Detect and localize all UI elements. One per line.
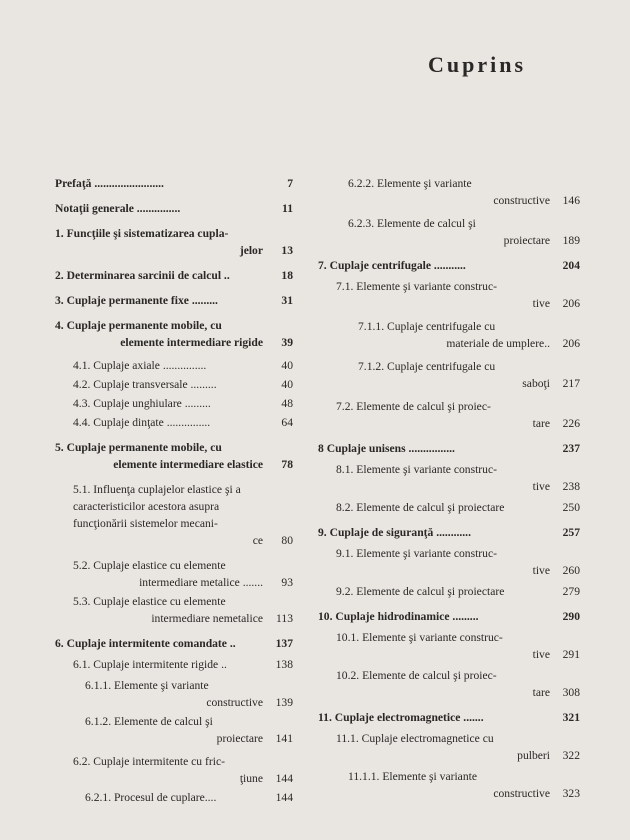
toc-entry	[318, 257, 580, 274]
toc-entry-title-line: 6.1.1. Elemente şi variante	[85, 679, 209, 692]
toc-entry-page: 226	[562, 417, 580, 430]
toc-entry	[55, 713, 293, 747]
toc-entry-page: 40	[281, 359, 293, 372]
toc-entry-title-line: 1. Funcţiile şi sistematizarea cupla-	[55, 227, 229, 240]
toc-entry-page: 291	[562, 648, 580, 661]
toc-entry-page: 206	[562, 297, 580, 310]
toc-entry-title-line: caracteristicilor acestora asupra	[73, 500, 220, 513]
toc-entry-title-line: 6.1. Cuplaje intermitente rigide ..	[73, 658, 227, 671]
toc-entry-title-line: funcţionării sistemelor mecani-	[73, 517, 218, 530]
toc-entry-page: 64	[281, 416, 293, 429]
toc-entry-page: 40	[281, 378, 293, 391]
toc-entry-title-line: 5. Cuplaje permanente mobile, cu	[55, 441, 222, 454]
toc-entry-page: 290	[562, 610, 580, 623]
toc-entry-page: 323	[562, 787, 580, 800]
toc-entry-title-line: proiectare	[216, 732, 263, 745]
toc-entry	[318, 768, 580, 802]
toc-entry-page: 78	[281, 458, 293, 471]
toc-entry-title-line: constructive	[493, 787, 550, 800]
toc-entry	[55, 753, 293, 787]
toc-entry-page: 113	[276, 612, 293, 625]
page-title: Cuprins	[428, 52, 527, 77]
toc-entry-title-line: 4.1. Cuplaje axiale ...............	[73, 359, 207, 372]
toc-entry	[55, 789, 293, 806]
toc-entry-page: 189	[562, 234, 580, 247]
toc-entry-page: 138	[275, 658, 293, 671]
toc-entry-page: 18	[281, 269, 293, 282]
toc-entry	[318, 524, 580, 541]
toc-entry	[318, 461, 580, 495]
toc-entry-title-line: tare	[532, 686, 550, 699]
toc-entry	[318, 583, 580, 600]
toc-entry	[55, 439, 293, 473]
toc-entry-page: 139	[275, 696, 293, 709]
toc-entry-title-line: 7.1.2. Cuplaje centrifugale cu	[358, 360, 496, 373]
toc-entry-page: 146	[562, 194, 580, 207]
toc-entry-page: 238	[562, 480, 580, 493]
toc-entry	[55, 317, 293, 351]
toc-entry-title-line: 8.1. Elemente şi variante construc-	[336, 463, 497, 476]
toc-entry-title-line: 6.2. Cuplaje intermitente cu fric-	[73, 755, 225, 768]
toc-entry-title-line: 10. Cuplaje hidrodinamice .........	[318, 610, 479, 623]
toc-entry-title-line: 6.1.2. Elemente de calcul şi	[85, 715, 213, 728]
toc-entry-title-line: intermediare nemetalice	[151, 612, 263, 625]
toc-entry-title-line: 10.1. Elemente şi variante construc-	[336, 631, 503, 644]
toc-entry-title-line: 6.2.3. Elemente de calcul şi	[348, 217, 476, 230]
toc-entry	[55, 357, 293, 374]
toc-entry-title-line: 10.2. Elemente de calcul şi proiec-	[336, 669, 497, 682]
toc-entry	[318, 215, 580, 249]
toc-entry-title-line: 5.1. Influenţa cuplajelor elastice şi a	[73, 483, 241, 496]
toc-entry-page: 257	[562, 526, 580, 539]
toc-entry	[318, 318, 580, 352]
toc-entry-title-line: pulberi	[517, 749, 550, 762]
toc-entry-page: 80	[281, 534, 293, 547]
toc-entry	[55, 267, 293, 284]
toc-entry-page: 144	[275, 791, 293, 804]
toc-entry-page: 13	[281, 244, 293, 257]
toc-entry-title-line: tive	[532, 297, 550, 310]
toc-entry-title-line: 7.1. Elemente şi variante construc-	[336, 280, 497, 293]
toc-entry-title-line: 5.3. Cuplaje elastice cu elemente	[73, 595, 226, 608]
toc-entry	[318, 175, 580, 209]
toc-entry-page: 144	[275, 772, 293, 785]
toc-entry-title-line: tive	[532, 480, 550, 493]
toc-entry-title-line: intermediare metalice .......	[139, 576, 263, 589]
toc-entry-page: 11	[282, 202, 293, 215]
toc-entry	[55, 481, 293, 549]
toc-entry-title-line: 5.2. Cuplaje elastice cu elemente	[73, 559, 226, 572]
toc-entry-title-line: 8.2. Elemente de calcul şi proiectare	[336, 501, 505, 514]
toc-entry-title-line: 6.2.1. Procesul de cuplare....	[85, 791, 217, 804]
toc-entry	[318, 629, 580, 663]
toc-entry	[55, 225, 293, 259]
toc-entry	[55, 376, 293, 393]
toc-entry	[55, 414, 293, 431]
toc-entry-title-line: 8 Cuplaje unisens ................	[318, 442, 455, 455]
toc-entry-title-line: 7. Cuplaje centrifugale ...........	[318, 259, 466, 272]
toc-entry	[318, 608, 580, 625]
toc-entry-title-line: 4.3. Cuplaje unghiulare .........	[73, 397, 211, 410]
toc-entry-title-line: ţiune	[239, 772, 263, 785]
toc-entry	[55, 677, 293, 711]
toc-entry-title-line: proiectare	[503, 234, 550, 247]
toc-entry	[318, 440, 580, 457]
toc-entry-page: 93	[281, 576, 293, 589]
toc-entry-title-line: saboţi	[522, 377, 550, 390]
toc-entry-title-line: 6. Cuplaje intermitente comandate ..	[55, 637, 236, 650]
toc-column-right	[318, 175, 580, 802]
toc-entry-title-line: 9. Cuplaje de siguranţă ............	[318, 526, 471, 539]
toc-entry-title-line: materiale de umplere..	[446, 337, 550, 350]
toc-entry-title-line: Notaţii generale ...............	[55, 202, 181, 215]
toc-entry	[55, 635, 293, 652]
toc-entry-page: 137	[275, 637, 293, 650]
toc-entry	[55, 557, 293, 591]
toc-entry-page: 260	[562, 564, 580, 577]
toc-entry-page: 206	[562, 337, 580, 350]
toc-entry-title-line: constructive	[206, 696, 263, 709]
toc-entry-title-line: 7.2. Elemente de calcul şi proiec-	[336, 400, 491, 413]
toc-entry-title-line: 7.1.1. Cuplaje centrifugale cu	[358, 320, 496, 333]
toc-entry	[318, 709, 580, 726]
toc-entry	[55, 593, 293, 627]
toc-entry-title-line: 11.1.1. Elemente şi variante	[348, 770, 477, 783]
toc-entry-page: 250	[562, 501, 580, 514]
toc-entry-page: 204	[562, 259, 580, 272]
toc-entry	[318, 667, 580, 701]
toc-entry	[55, 200, 293, 217]
toc-entry	[55, 175, 293, 192]
toc-column-left	[55, 175, 293, 806]
toc-entry	[318, 278, 580, 312]
toc-entry-title-line: 3. Cuplaje permanente fixe .........	[55, 294, 218, 307]
toc-entry-page: 141	[275, 732, 293, 745]
toc-entry	[318, 730, 580, 764]
toc-entry-title-line: ce	[252, 534, 263, 547]
toc-entry-title-line: elemente intermediare elastice	[113, 458, 263, 471]
toc-entry-page: 322	[562, 749, 580, 762]
toc-entry-page: 237	[562, 442, 580, 455]
toc-entry-title-line: elemente intermediare rigide	[120, 336, 263, 349]
toc-entry-page: 321	[562, 711, 580, 724]
toc-entry-page: 308	[562, 686, 580, 699]
toc-entry-title-line: 4.4. Cuplaje dinţate ...............	[73, 416, 211, 429]
toc-entry	[55, 656, 293, 673]
toc-entry-title-line: Prefaţă ........................	[55, 177, 164, 190]
toc-entry-title-line: jelor	[239, 244, 263, 257]
toc-entry	[55, 395, 293, 412]
toc-entry-title-line: 11. Cuplaje electromagnetice .......	[318, 711, 484, 724]
toc-entry	[55, 292, 293, 309]
toc-entry-page: 279	[562, 585, 580, 598]
toc-entry-page: 217	[562, 377, 580, 390]
toc-entry-title-line: 4.2. Cuplaje transversale .........	[73, 378, 217, 391]
toc-entry-title-line: tare	[532, 417, 550, 430]
toc-entry-page: 48	[281, 397, 293, 410]
toc-entry	[318, 499, 580, 516]
toc-entry-title-line: 2. Determinarea sarcinii de calcul ..	[55, 269, 230, 282]
toc-entry-title-line: constructive	[493, 194, 550, 207]
toc-entry-title-line: 9.2. Elemente de calcul şi proiectare	[336, 585, 505, 598]
toc-entry-page: 7	[287, 177, 293, 190]
toc-entry	[318, 358, 580, 392]
toc-entry	[318, 545, 580, 579]
toc-entry-title-line: 11.1. Cuplaje electromagnetice cu	[336, 732, 494, 745]
toc-entry-page: 39	[281, 336, 293, 349]
toc-entry-title-line: 6.2.2. Elemente şi variante	[348, 177, 472, 190]
toc-entry-title-line: tive	[532, 564, 550, 577]
toc-entry-title-line: tive	[532, 648, 550, 661]
toc-entry	[318, 398, 580, 432]
toc-entry-title-line: 4. Cuplaje permanente mobile, cu	[55, 319, 222, 332]
toc-entry-page: 31	[281, 294, 293, 307]
toc-entry-title-line: 9.1. Elemente şi variante construc-	[336, 547, 497, 560]
